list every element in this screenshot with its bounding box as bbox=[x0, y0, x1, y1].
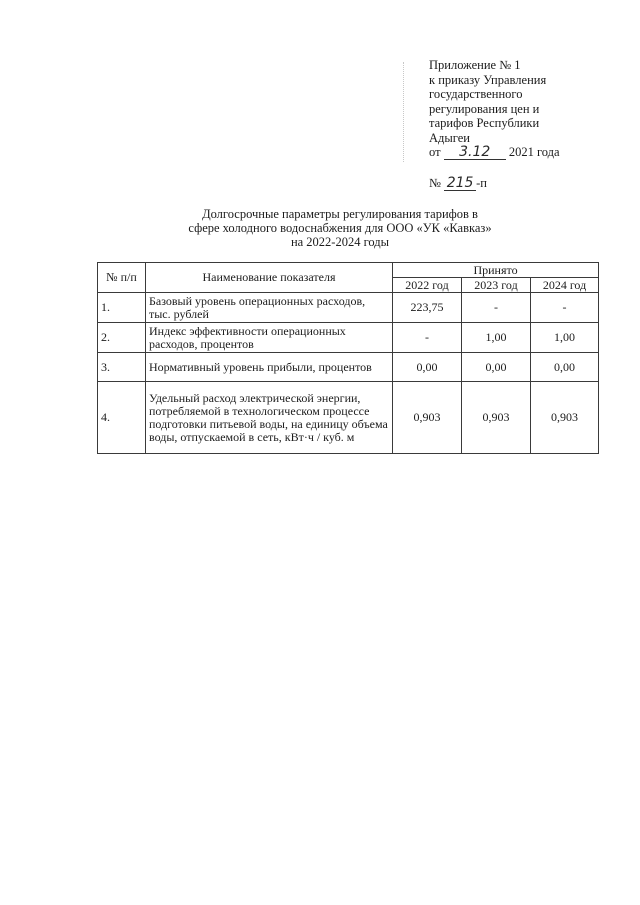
appendix-line: Адыгеи bbox=[429, 130, 470, 145]
appendix-line: регулирования цен и bbox=[429, 101, 540, 116]
appendix-header bbox=[429, 58, 619, 160]
row-name: Индекс эффективности операционных расходов, процентов bbox=[146, 323, 393, 353]
row-value: 0,00 bbox=[531, 353, 599, 382]
row-name: Удельный расход электрической энергии, потребляемой в технологическом процессе подготовки питьевой воды, на единицу объема воды, отпускаемой в сеть, кВт·ч / куб. м bbox=[146, 382, 393, 454]
title-line: сфере холодного водоснабжения для ООО «УК «Кавказ» bbox=[188, 221, 492, 235]
number-prefix: № bbox=[429, 176, 441, 190]
date-blank bbox=[444, 146, 506, 160]
parameters-table bbox=[97, 262, 599, 454]
table-header-row bbox=[98, 263, 599, 278]
row-name: Базовый уровень операционных расходов, тыс. рублей bbox=[146, 293, 393, 323]
date-prefix: от bbox=[429, 145, 441, 159]
table-row bbox=[98, 293, 599, 323]
row-value: 0,00 bbox=[393, 353, 462, 382]
order-number-line bbox=[429, 176, 487, 191]
header-num: № п/п bbox=[98, 263, 146, 293]
header-year: 2024 год bbox=[531, 278, 599, 293]
appendix-line: тарифов Республики bbox=[429, 116, 540, 130]
header-accepted: Принято bbox=[393, 263, 599, 278]
row-num: 1. bbox=[98, 293, 146, 323]
appendix-line: государственного bbox=[429, 87, 523, 101]
date-suffix: 2021 года bbox=[508, 145, 560, 159]
table-row bbox=[98, 382, 599, 454]
document-title bbox=[150, 207, 530, 249]
row-value: 1,00 bbox=[462, 323, 531, 353]
row-value: 1,00 bbox=[531, 323, 599, 353]
order-date-line bbox=[429, 145, 619, 160]
title-line: Долгосрочные параметры регулирования тарифов в bbox=[202, 207, 478, 221]
row-value: 0,00 bbox=[462, 353, 531, 382]
row-value: - bbox=[531, 293, 599, 323]
appendix-line: к приказу Управления bbox=[429, 72, 547, 87]
margin-dotted-line bbox=[403, 62, 406, 162]
handwritten-date: 3.12 bbox=[459, 144, 491, 160]
handwritten-number: 215 bbox=[446, 175, 474, 191]
row-value: 0,903 bbox=[531, 382, 599, 454]
title-line: на 2022-2024 годы bbox=[290, 235, 390, 249]
appendix-line: Приложение № 1 bbox=[429, 58, 521, 72]
row-num: 3. bbox=[98, 353, 146, 382]
header-year: 2023 год bbox=[462, 278, 531, 293]
table-row bbox=[98, 353, 599, 382]
row-name: Нормативный уровень прибыли, процентов bbox=[146, 353, 393, 382]
row-value: 223,75 bbox=[393, 293, 462, 323]
row-value: 0,903 bbox=[393, 382, 462, 454]
row-num: 2. bbox=[98, 323, 146, 353]
table-row bbox=[98, 323, 599, 353]
header-year: 2022 год bbox=[393, 278, 462, 293]
row-num: 4. bbox=[98, 382, 146, 454]
row-value: - bbox=[393, 323, 462, 353]
number-blank bbox=[444, 177, 476, 191]
number-suffix: -п bbox=[476, 176, 487, 190]
row-value: 0,903 bbox=[462, 382, 531, 454]
header-name: Наименование показателя bbox=[146, 263, 393, 293]
row-value: - bbox=[462, 293, 531, 323]
